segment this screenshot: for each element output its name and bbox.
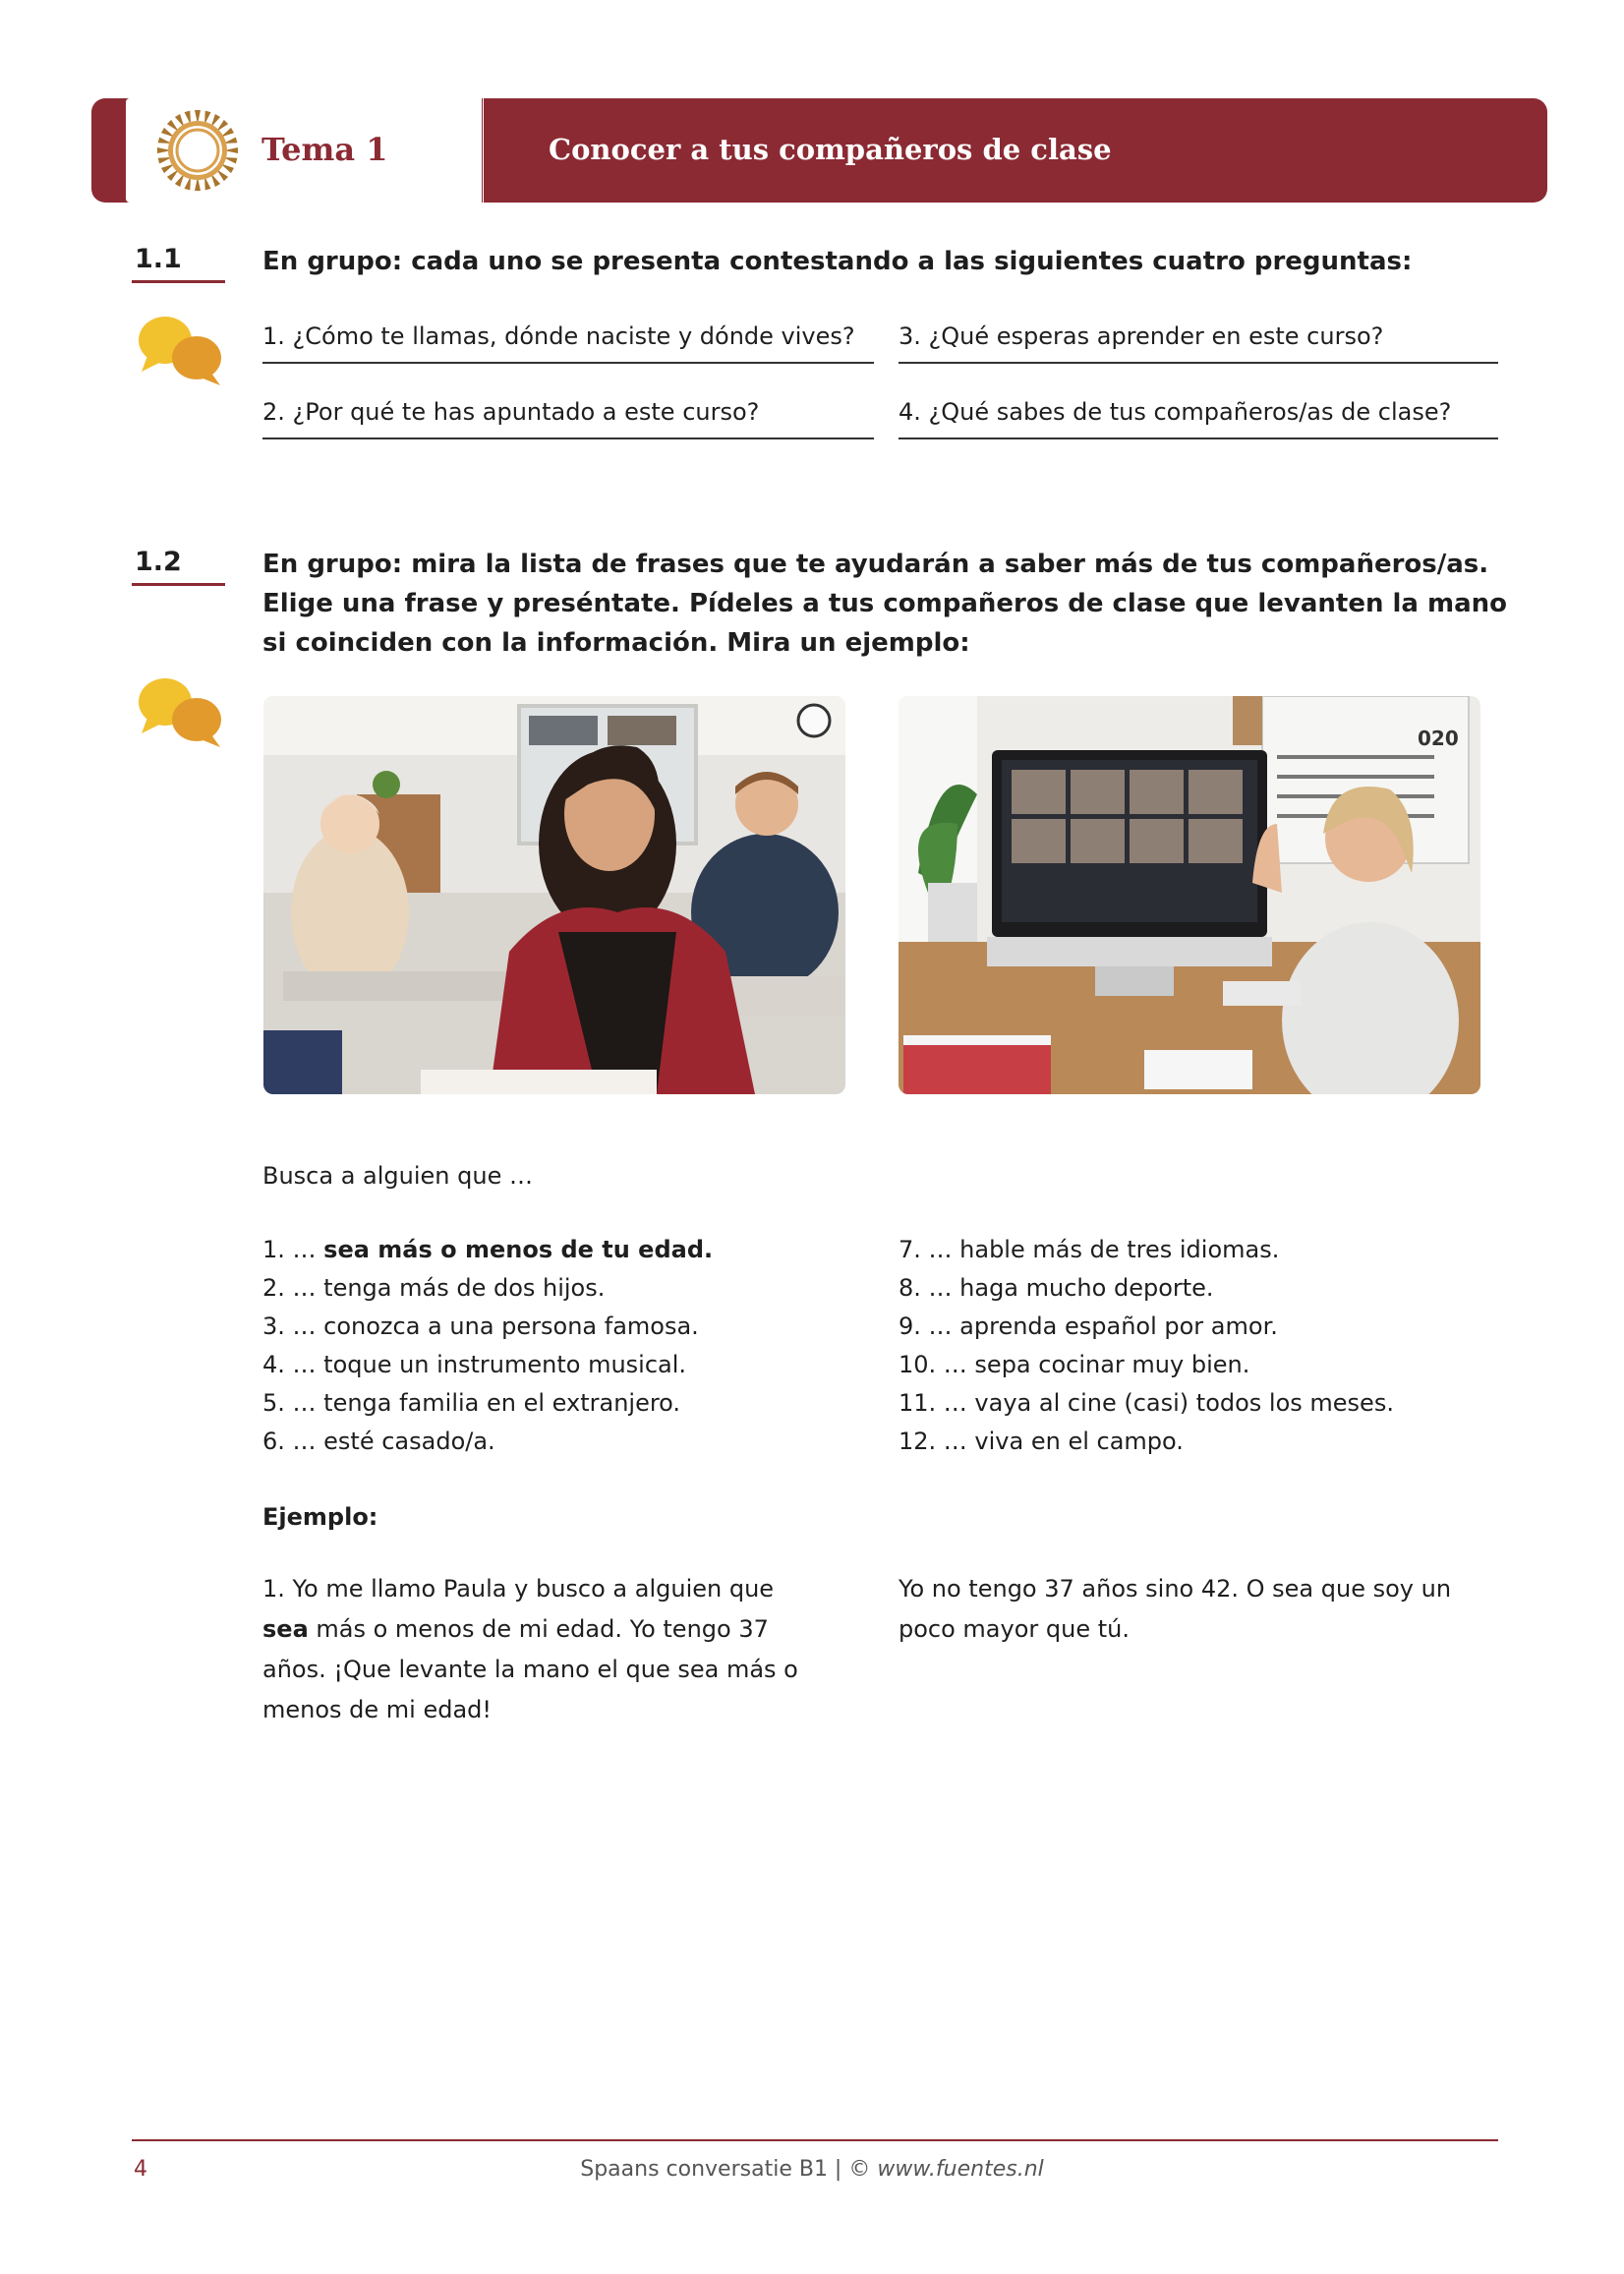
section-underline: [132, 583, 225, 586]
list-item: 1. … sea más o menos de tu edad.: [262, 1236, 714, 1263]
example-line: años. ¡Que levante la mano el que sea más o: [262, 1656, 798, 1683]
calendar-text: 020: [1418, 727, 1459, 750]
list-item: 9. … aprenda español por amor.: [899, 1312, 1278, 1340]
theme-title: Conocer a tus compañeros de clase: [549, 133, 1112, 166]
section-1-instruction: En grupo: cada uno se presenta contestando a las siguientes cuatro preguntas:: [262, 247, 1413, 276]
lead-text: Busca a alguien que …: [262, 1162, 533, 1190]
section-number-1-2: 1.2: [135, 547, 182, 577]
instruction-line: si coinciden con la información. Mira un ejemplo:: [262, 628, 970, 658]
list-item: 4. … toque un instrumento musical.: [262, 1351, 687, 1378]
example-line: sea más o menos de mi edad. Yo tengo 37: [262, 1615, 769, 1643]
list-item: 10. … sepa cocinar muy bien.: [899, 1351, 1250, 1378]
sun-icon: [155, 108, 240, 193]
list-item: 8. … haga mucho deporte.: [899, 1274, 1214, 1302]
chat-bubbles-icon: [134, 313, 226, 387]
list-item: 5. … tenga familia en el extranjero.: [262, 1389, 681, 1417]
question-1: 1. ¿Cómo te llamas, dónde naciste y dónde vives?: [262, 317, 874, 364]
page-number: 4: [134, 2157, 147, 2182]
classroom-photo: [263, 696, 845, 1094]
section-2-instruction: [262, 545, 1508, 663]
list-item: 3. … conozca a una persona famosa.: [262, 1312, 699, 1340]
video-call-photo: [899, 696, 1480, 1094]
statement-list-left: [262, 1231, 713, 1461]
example-line: menos de mi edad!: [262, 1696, 493, 1723]
chat-bubbles-icon: [134, 674, 226, 749]
section-underline: [132, 280, 225, 283]
question-4: 4. ¿Qué sabes de tus compañeros/as de clase?: [899, 392, 1498, 439]
list-item: 12. … viva en el campo.: [899, 1428, 1184, 1455]
footer-text: Spaans conversatie B1 | © www.fuentes.nl: [580, 2157, 1044, 2182]
question-3: 3. ¿Qué esperas aprender en este curso?: [899, 317, 1498, 364]
section-number-1-1: 1.1: [135, 244, 182, 274]
question-2: 2. ¿Por qué te has apuntado a este curso?: [262, 392, 874, 439]
list-item: 2. … tenga más de dos hijos.: [262, 1274, 606, 1302]
example-right: [899, 1569, 1451, 1650]
example-line: poco mayor que tú.: [899, 1615, 1130, 1643]
example-left: [262, 1569, 798, 1730]
example-label: Ejemplo:: [262, 1503, 378, 1531]
instruction-line: Elige una frase y preséntate. Pídeles a tus compañeros de clase que levanten la mano: [262, 589, 1508, 618]
list-item: 11. … vaya al cine (casi) todos los meses.: [899, 1389, 1394, 1417]
list-item: 6. … esté casado/a.: [262, 1428, 495, 1455]
instruction-line: En grupo: mira la lista de frases que te ayudarán a saber más de tus compañeros/as.: [262, 550, 1489, 579]
footer-url[interactable]: www.fuentes.nl: [877, 2157, 1044, 2182]
example-line: 1. Yo me llamo Paula y busco a alguien que: [262, 1575, 775, 1603]
theme-label: Tema 1: [261, 131, 388, 168]
list-item: 7. … hable más de tres idiomas.: [899, 1236, 1280, 1263]
statement-list-right: [899, 1231, 1394, 1461]
footer-divider: [132, 2139, 1498, 2141]
example-line: Yo no tengo 37 años sino 42. O sea que soy un: [899, 1575, 1452, 1603]
